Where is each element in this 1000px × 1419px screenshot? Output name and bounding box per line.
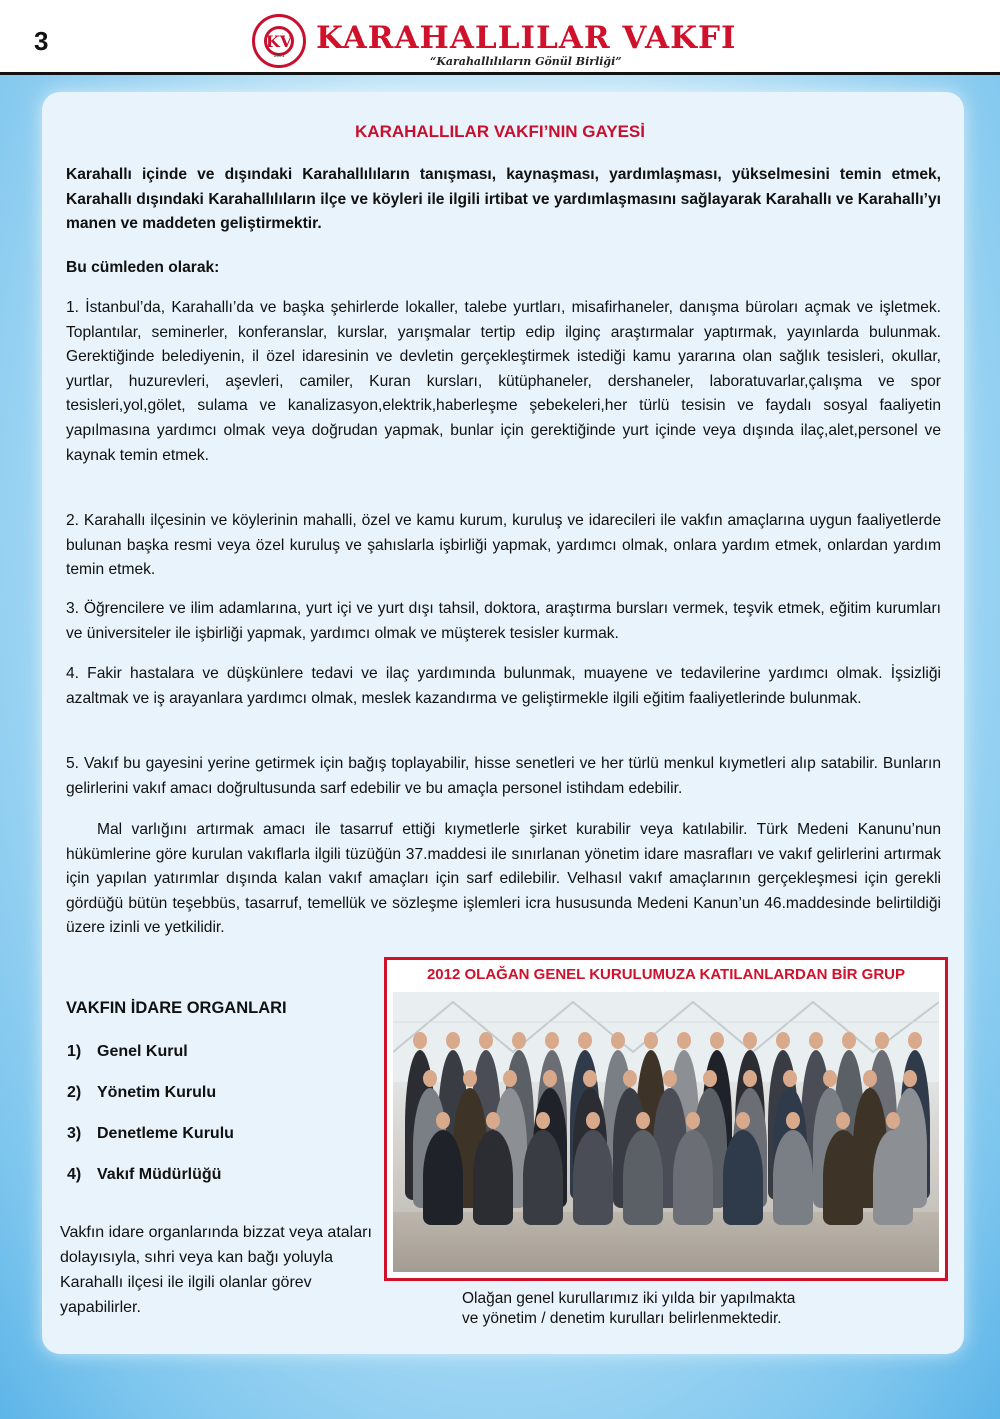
person-figure bbox=[523, 1130, 563, 1225]
person-head bbox=[783, 1070, 797, 1087]
person-head bbox=[743, 1032, 757, 1049]
person-head bbox=[736, 1112, 750, 1129]
person-head bbox=[545, 1032, 559, 1049]
person-figure bbox=[823, 1130, 863, 1225]
organ-number: 4) bbox=[67, 1166, 82, 1183]
page-header bbox=[0, 0, 1000, 72]
person-head bbox=[543, 1070, 557, 1087]
person-figure bbox=[723, 1130, 763, 1225]
person-head bbox=[875, 1032, 889, 1049]
person-figure bbox=[873, 1130, 913, 1225]
organ-item bbox=[67, 1043, 188, 1061]
person-figure bbox=[623, 1130, 663, 1225]
lead-sentence: Bu cümleden olarak: bbox=[66, 259, 220, 276]
person-head bbox=[463, 1070, 477, 1087]
person-head bbox=[413, 1032, 427, 1049]
brand-name: KARAHALLILAR VAKFI bbox=[316, 20, 737, 56]
organ-item bbox=[67, 1084, 216, 1102]
person-figure bbox=[773, 1130, 813, 1225]
person-head bbox=[636, 1112, 650, 1129]
person-head bbox=[479, 1032, 493, 1049]
person-head bbox=[503, 1070, 517, 1087]
organs-title: VAKFIN İDARE ORGANLARI bbox=[66, 999, 287, 1017]
person-head bbox=[823, 1070, 837, 1087]
purpose-item-3: 3. Öğrencilere ve ilim adamlarına, yurt içi ve yurt dışı tahsil, doktora, araştırma bursları vermek, teşvik etmek, eğitim kurumları ve üniversiteler ile işbirliği yapmak, yardımcı olmak ve müşterek tesisler kurmak. bbox=[66, 600, 941, 642]
foundation-logo bbox=[252, 14, 306, 68]
person-head bbox=[776, 1032, 790, 1049]
person-head bbox=[578, 1032, 592, 1049]
person-head bbox=[423, 1070, 437, 1087]
person-figure bbox=[573, 1130, 613, 1225]
person-head bbox=[703, 1070, 717, 1087]
person-head bbox=[836, 1112, 850, 1129]
purpose-item-1: 1. İstanbul’da, Karahallı’da ve başka şehirlerde lokaller, talebe yurtları, misafirhaneler, danışma büroları açmak ve işletmek. Toplantılar, seminerler, konferanslar, kurslar, yarışmalar tertip edip ilginç araştırmalar yaptırmak, yayınlarda bulunmak. Gerektiğinde belediyenin, il özel idaresinin ve devletin gerçekleştirmek istediği kamu yararına olan sağlık tesisleri, okullar, yurtlar, huzurevleri, aşevleri, camiler, Kuran kursları, kütüphaneler, dershaneler, laboratuvarlar,çalışma ve spor tesisleri,yol,gölet, sulama ve kanalizasyon,elektrik,haberleşme şebekeleri,her türlü tesisin ve faydalı sosyal faaliyetin yapılmasına yardımcı olmak veya doğrudan yapmak, bunlar için gerektiğinde yurt içinde veya dışında ilaç,alet,personel ve kaynak temin etmek. bbox=[66, 299, 941, 464]
logo-monogram: KV bbox=[264, 26, 294, 56]
person-head bbox=[583, 1070, 597, 1087]
photo-title: 2012 OLAĞAN GENEL KURULUMUZA KATILANLARDAN BİR GRUP bbox=[426, 966, 906, 983]
person-head bbox=[586, 1112, 600, 1129]
photo-caption bbox=[462, 1289, 882, 1329]
person-head bbox=[908, 1032, 922, 1049]
person-figure bbox=[473, 1130, 513, 1225]
organ-number: 3) bbox=[67, 1125, 82, 1142]
person-head bbox=[710, 1032, 724, 1049]
person-head bbox=[863, 1070, 877, 1087]
person-figure bbox=[673, 1130, 713, 1225]
header-divider bbox=[0, 72, 1000, 75]
purpose-item-4: 4. Fakir hastalara ve düşkünlere tedavi ve ilaç yardımında bulunmak, muayene ve tedavilerine yardımcı olmak. İşsizliği azaltmak ve iş arayanlara yardımcı olmak, meslek kazandırma ve geliştirmekle ilgili eğitim faaliyetlerinde bulunmak. bbox=[66, 665, 941, 707]
person-head bbox=[743, 1070, 757, 1087]
page-title: KARAHALLILAR VAKFI’NIN GAYESİ bbox=[355, 122, 645, 141]
closing-paragraph: Mal varlığını artırmak amacı ile tasarruf ettiği kıymetlerle şirket kurabilir veya katılabilir. Türk Medeni Kanunu’nun hükümlerine göre kurulan vakıflarla ilgili tüzüğün 37.maddesi ile sınırlanan yönetim idare masrafları ve vakıf gelirlerini artırmak için yapılan yatırımlar dışında kalan vakıf amaçları için sarf edilebilir. Velhasıl vakıf amaçlarının gerçekleşmesi için gerekli gördüğü bütün teşebbüs, tasarruf, temellük ve sözleşme işlemleri icra hususunda Medeni Kanun’un 46.maddesinde belirtildiği üzere izinli ve yetkilidir. bbox=[66, 821, 941, 937]
organs-note: Vakfın idare organlarında bizzat veya ataları dolayısıyla, sıhri veya kan bağı yoluyla Karahallı ilçesi ile ilgili olanlar görev yapabilirler. bbox=[60, 1224, 372, 1316]
group-photo bbox=[393, 992, 939, 1272]
logo-year: 1991 bbox=[273, 53, 285, 59]
caption-line-1: Olağan genel kurullarımız iki yılda bir yapılmakta bbox=[462, 1290, 796, 1307]
group-photo-frame bbox=[384, 957, 948, 1281]
organ-label: Genel Kurul bbox=[97, 1043, 188, 1060]
person-head bbox=[677, 1032, 691, 1049]
person-head bbox=[446, 1032, 460, 1049]
page-number: 3 bbox=[34, 26, 49, 56]
organ-label: Vakıf Müdürlüğü bbox=[97, 1166, 222, 1183]
purpose-item-5: 5. Vakıf bu gayesini yerine getirmek için bağış toplayabilir, hisse senetleri ve her türlü menkul kıymetleri alıp satabilir. Bunların gelirlerini vakıf amacı doğrultusunda sarf edebilir ve bu amaçla personel istihdam edebilir. bbox=[66, 755, 941, 797]
person-figure bbox=[423, 1130, 463, 1225]
organ-number: 2) bbox=[67, 1084, 82, 1101]
person-head bbox=[512, 1032, 526, 1049]
organ-label: Denetleme Kurulu bbox=[97, 1125, 234, 1142]
person-head bbox=[623, 1070, 637, 1087]
organ-item bbox=[67, 1125, 234, 1143]
person-head bbox=[486, 1112, 500, 1129]
person-head bbox=[536, 1112, 550, 1129]
brand-slogan: “Karahallılıların Gönül Birliği” bbox=[430, 55, 622, 68]
organ-number: 1) bbox=[67, 1043, 82, 1060]
purpose-item-2: 2. Karahallı ilçesinin ve köylerinin mahalli, özel ve kamu kurum, kuruluş ve idarecileri ile vakfın amaçlarına uygun faaliyetlerde bulunan başka resmi veya özel kuruluş ve şahıslarla işbirliği yapmak, yardımcı olmak, onlara yardım etmek, onlardan yardım temin etmek. bbox=[66, 512, 941, 579]
person-head bbox=[663, 1070, 677, 1087]
person-head bbox=[436, 1112, 450, 1129]
person-head bbox=[903, 1070, 917, 1087]
person-head bbox=[886, 1112, 900, 1129]
person-head bbox=[686, 1112, 700, 1129]
person-head bbox=[611, 1032, 625, 1049]
person-head bbox=[842, 1032, 856, 1049]
person-head bbox=[786, 1112, 800, 1129]
caption-line-2: ve yönetim / denetim kurulları belirlenmektedir. bbox=[462, 1310, 782, 1327]
organ-item bbox=[67, 1166, 221, 1184]
organ-label: Yönetim Kurulu bbox=[97, 1084, 217, 1101]
intro-paragraph: Karahallı içinde ve dışındaki Karahallılıların tanışması, kaynaşması, yardımlaşması, yükselmesini temin etmek, Karahallı dışındaki Karahallılıların ilçe ve köyleri ile ilgili irtibat ve yardımlaşmasını sağlayarak Karahallı ve Karahallı’yı manen ve maddeten geliştirmektir. bbox=[66, 166, 941, 233]
person-head bbox=[809, 1032, 823, 1049]
person-head bbox=[644, 1032, 658, 1049]
